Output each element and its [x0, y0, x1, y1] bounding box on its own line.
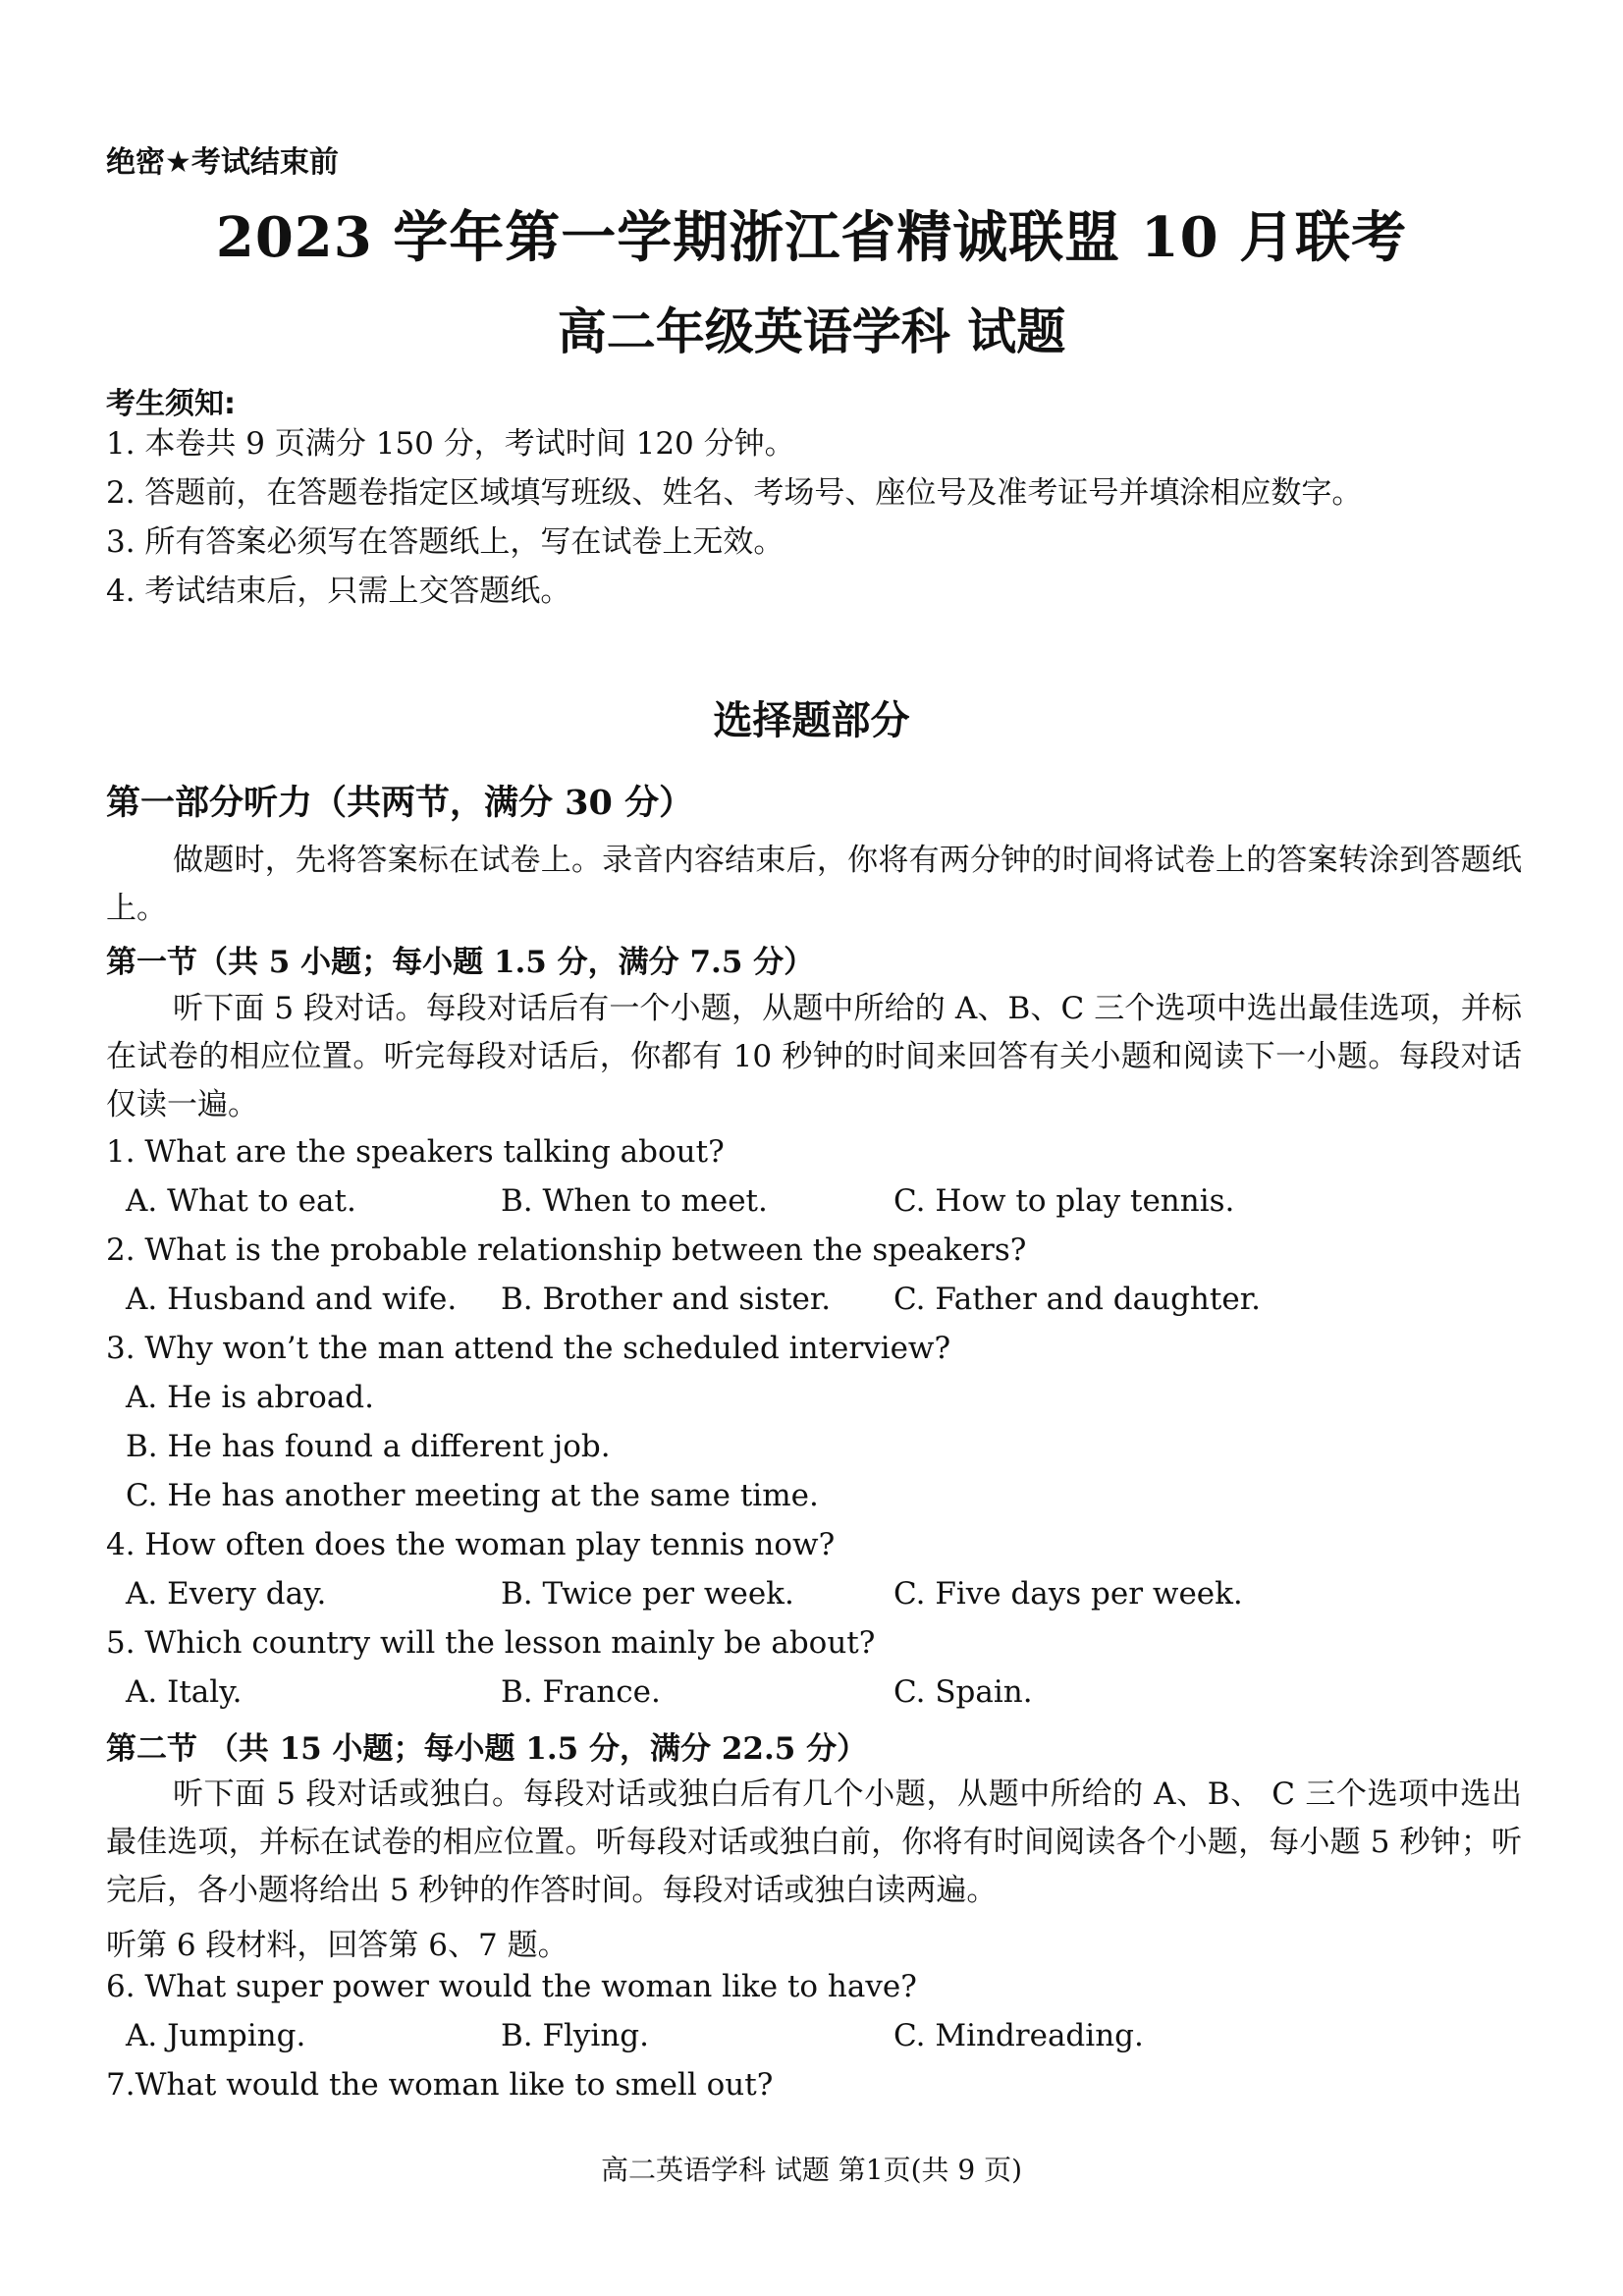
q4-option-a: A. Every day.: [126, 1576, 327, 1612]
q4-option-b: B. Twice per week.: [501, 1576, 794, 1612]
notice-item-4: 4. 考试结束后，只需上交答题纸。: [106, 574, 571, 609]
listen-note: 听第 6 段材料，回答第 6、7 题。: [106, 1928, 568, 1963]
question-7: 7.What would the woman like to smell out?: [106, 2067, 774, 2103]
q4-option-c: C. Five days per week.: [893, 1576, 1243, 1612]
q2-option-a: A. Husband and wife.: [126, 1282, 458, 1317]
notice-title: 考生须知:: [106, 387, 236, 421]
page-footer: 高二英语学科 试题 第1页(共 9 页): [600, 2154, 1023, 2186]
q5-option-a: A. Italy.: [126, 1674, 243, 1710]
section2-instruction: 听下面 5 段对话或独白。每段对话或独白后有几个小题，从题中所给的 A、B、 C 三个选项中选出最佳选项，并标在试卷的相应位置。听每段对话或独白前，你将有时间阅读各个小题，每小题 5 秒钟；听完后，各小题将给出 5 秒钟的作答时间。每段对话或独白读两遍。: [106, 1777, 1522, 1908]
exam-title: 2023 学年第一学期浙江省精诚联盟 10 月联考: [215, 205, 1408, 270]
q5-option-b: B. France.: [501, 1674, 661, 1710]
q3-option-c: C. He has another meeting at the same time.: [126, 1478, 819, 1513]
section2-title: 第二节 （共 15 小题；每小题 1.5 分，满分 22.5 分）: [106, 1731, 868, 1767]
section1-instruction: 听下面 5 段对话。每段对话后有一个小题，从题中所给的 A、B、C 三个选项中选出最佳选项，并标在试卷的相应位置。听完每段对话后，你都有 10 秒钟的时间来回答有关小题和阅读下一小题。每段对话仅读一遍。: [106, 991, 1522, 1122]
q6-option-c: C. Mindreading.: [893, 2018, 1144, 2053]
q6-option-a: A. Jumping.: [126, 2018, 306, 2053]
q6-option-b: B. Flying.: [501, 2018, 650, 2053]
exam-subtitle: 高二年级英语学科 试题: [557, 302, 1066, 360]
part1-instruction: 做题时，先将答案标在试卷上。录音内容结束后，你将有两分钟的时间将试卷上的答案转涂到答题纸上。: [106, 843, 1522, 926]
question-1: 1. What are the speakers talking about?: [106, 1134, 725, 1170]
q3-option-a: A. He is abroad.: [126, 1380, 374, 1415]
section-title: 选择题部分: [713, 697, 910, 743]
q3-option-b: B. He has found a different job.: [126, 1429, 611, 1464]
notice-item-3: 3. 所有答案必须写在答题纸上，写在试卷上无效。: [106, 524, 784, 560]
confidential-mark: 绝密★考试结束前: [106, 145, 339, 180]
question-2: 2. What is the probable relationship between the speakers?: [106, 1232, 1027, 1268]
part1-title: 第一部分听力（共两节，满分 30 分）: [106, 783, 694, 823]
question-4: 4. How often does the woman play tennis now?: [106, 1527, 836, 1562]
q2-option-c: C. Father and daughter.: [893, 1282, 1261, 1317]
question-5: 5. Which country will the lesson mainly be about?: [106, 1625, 876, 1661]
q1-option-c: C. How to play tennis.: [893, 1183, 1235, 1219]
q5-option-c: C. Spain.: [893, 1674, 1033, 1710]
question-6: 6. What super power would the woman like to have?: [106, 1969, 917, 2004]
notice-item-1: 1. 本卷共 9 页满分 150 分，考试时间 120 分钟。: [106, 426, 795, 462]
question-3: 3. Why won’t the man attend the scheduled interview?: [106, 1331, 951, 1366]
q1-option-a: A. What to eat.: [126, 1183, 356, 1219]
q1-option-b: B. When to meet.: [501, 1183, 768, 1219]
q2-option-b: B. Brother and sister.: [501, 1282, 832, 1317]
notice-item-2: 2. 答题前，在答题卷指定区域填写班级、姓名、考场号、座位号及准考证号并填涂相应数字。: [106, 475, 1363, 511]
section1-title: 第一节（共 5 小题；每小题 1.5 分，满分 7.5 分）: [106, 945, 815, 980]
